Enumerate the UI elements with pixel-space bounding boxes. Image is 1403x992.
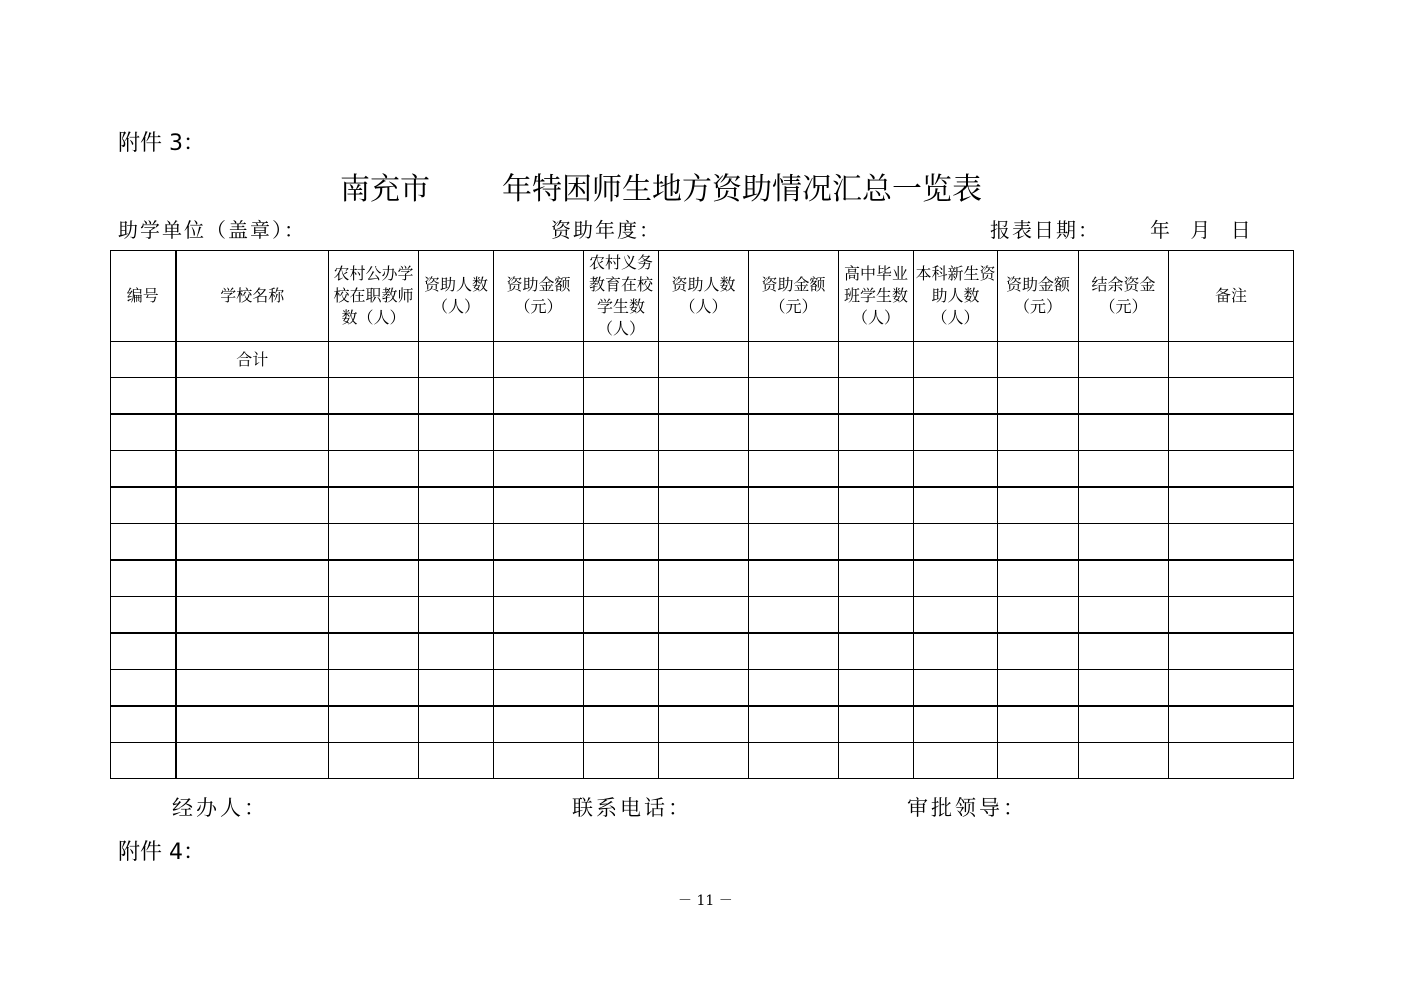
table-cell[interactable] (419, 560, 494, 597)
table-cell[interactable] (914, 670, 998, 707)
table-cell[interactable] (584, 524, 659, 561)
table-cell[interactable] (111, 451, 176, 488)
table-cell[interactable] (494, 670, 584, 707)
table-cell[interactable] (749, 597, 839, 634)
table-cell[interactable] (749, 706, 839, 743)
table-cell[interactable] (1169, 633, 1294, 670)
table-cell[interactable] (749, 487, 839, 524)
table-cell[interactable] (329, 451, 419, 488)
table-cell[interactable] (998, 342, 1079, 378)
table-cell[interactable] (1169, 487, 1294, 524)
table-cell[interactable] (419, 633, 494, 670)
table-cell[interactable] (914, 560, 998, 597)
table-cell[interactable] (176, 414, 329, 451)
page-number: － 11 － (678, 893, 733, 909)
table-cell[interactable] (998, 378, 1079, 415)
attachment-3-label: 附件 3： (118, 131, 205, 156)
table-cell[interactable] (1169, 342, 1294, 378)
table-cell[interactable] (494, 597, 584, 634)
table-cell[interactable] (1079, 414, 1169, 451)
table-cell[interactable] (998, 414, 1079, 451)
table-cell[interactable] (659, 743, 749, 779)
table-cell[interactable] (914, 414, 998, 451)
header-cell: 高中毕业班学生数（人） (839, 251, 914, 342)
table-cell[interactable] (176, 524, 329, 561)
table-cell[interactable] (494, 560, 584, 597)
table-cell[interactable] (329, 524, 419, 561)
header-cell: 本科新生资助人数（人） (914, 251, 998, 342)
table-cell[interactable] (839, 670, 914, 707)
table-cell[interactable] (839, 451, 914, 488)
table-row (111, 670, 1294, 707)
table-cell[interactable] (176, 451, 329, 488)
table-cell[interactable] (1079, 706, 1169, 743)
table-cell[interactable] (329, 706, 419, 743)
table-row (111, 743, 1294, 779)
report-date-label: 报表日期： (990, 218, 1100, 242)
table-row (111, 414, 1294, 451)
table-cell[interactable] (494, 414, 584, 451)
total-label: 合计 (176, 342, 329, 378)
table-cell[interactable] (749, 342, 839, 378)
table-cell[interactable] (1079, 342, 1169, 378)
table-cell[interactable] (1079, 597, 1169, 634)
table-cell[interactable] (914, 633, 998, 670)
table-cell[interactable] (329, 378, 419, 415)
header-cell: 备注 (1169, 251, 1294, 342)
table-cell[interactable] (584, 487, 659, 524)
table-cell[interactable] (1079, 560, 1169, 597)
table-cell[interactable] (419, 743, 494, 779)
table-cell[interactable] (998, 597, 1079, 634)
header-row (111, 251, 1294, 342)
table-cell[interactable] (494, 487, 584, 524)
total-row (111, 342, 1294, 378)
table-cell[interactable] (329, 743, 419, 779)
table-cell[interactable] (998, 670, 1079, 707)
table-cell[interactable] (329, 560, 419, 597)
table-cell[interactable] (839, 414, 914, 451)
table-cell[interactable] (659, 342, 749, 378)
table-cell[interactable] (494, 706, 584, 743)
table-cell[interactable] (494, 451, 584, 488)
table-cell[interactable] (749, 633, 839, 670)
table-cell[interactable] (584, 342, 659, 378)
page-title (340, 164, 982, 208)
table-cell[interactable] (1169, 597, 1294, 634)
table-cell[interactable] (1169, 670, 1294, 707)
table-cell[interactable] (176, 378, 329, 415)
table-cell[interactable] (111, 597, 176, 634)
table-cell[interactable] (1079, 487, 1169, 524)
table-cell[interactable] (839, 743, 914, 779)
header-cell: 农村公办学校在职教师数（人） (329, 251, 419, 342)
table-cell[interactable] (494, 378, 584, 415)
table-cell[interactable] (584, 706, 659, 743)
table-cell[interactable] (419, 451, 494, 488)
header-cell: 资助金额（元） (749, 251, 839, 342)
table-cell[interactable] (176, 706, 329, 743)
table-cell[interactable] (176, 487, 329, 524)
table-cell[interactable] (998, 451, 1079, 488)
table-cell[interactable] (839, 487, 914, 524)
funding-year-label: 资助年度： (551, 218, 661, 242)
table-cell[interactable] (419, 487, 494, 524)
table-cell[interactable] (584, 743, 659, 779)
table-cell[interactable] (111, 378, 176, 415)
table-row (111, 451, 1294, 488)
table-cell[interactable] (659, 451, 749, 488)
summary-table (110, 250, 1294, 779)
table-cell[interactable] (111, 633, 176, 670)
table-cell[interactable] (329, 670, 419, 707)
table-cell[interactable] (749, 414, 839, 451)
table-cell[interactable] (1079, 633, 1169, 670)
table-cell[interactable] (329, 414, 419, 451)
table-cell[interactable] (1079, 743, 1169, 779)
table-cell[interactable] (839, 560, 914, 597)
table-cell[interactable] (419, 597, 494, 634)
table-cell[interactable] (494, 633, 584, 670)
table-cell[interactable] (839, 378, 914, 415)
header-cell: 资助人数（人） (419, 251, 494, 342)
table-cell[interactable] (839, 342, 914, 378)
table-cell[interactable] (998, 743, 1079, 779)
table-cell[interactable] (914, 524, 998, 561)
table-cell[interactable] (659, 597, 749, 634)
table-cell[interactable] (419, 342, 494, 378)
table-row (111, 560, 1294, 597)
table-cell[interactable] (1079, 451, 1169, 488)
table-cell[interactable] (419, 706, 494, 743)
table-cell[interactable] (111, 487, 176, 524)
table-cell[interactable] (329, 597, 419, 634)
table-row (111, 487, 1294, 524)
table-cell[interactable] (914, 706, 998, 743)
table-row (111, 524, 1294, 561)
table-cell[interactable] (1079, 670, 1169, 707)
table-cell[interactable] (584, 378, 659, 415)
table-cell[interactable] (914, 451, 998, 488)
table-cell[interactable] (749, 560, 839, 597)
header-cell: 资助金额（元） (998, 251, 1079, 342)
table-cell[interactable] (1079, 378, 1169, 415)
funding-unit-label: 助学单位（盖章）： (118, 218, 306, 242)
table-cell[interactable] (998, 706, 1079, 743)
table-cell[interactable] (584, 560, 659, 597)
table-cell[interactable] (998, 633, 1079, 670)
table-cell[interactable] (584, 414, 659, 451)
table-cell[interactable] (659, 414, 749, 451)
table-cell[interactable] (839, 597, 914, 634)
table-cell[interactable] (329, 633, 419, 670)
handler-label: 经办人： (172, 796, 268, 820)
table-cell[interactable] (659, 670, 749, 707)
table-cell[interactable] (111, 560, 176, 597)
table-cell[interactable] (111, 414, 176, 451)
table-cell[interactable] (659, 524, 749, 561)
table-cell[interactable] (329, 487, 419, 524)
table-cell[interactable] (914, 378, 998, 415)
table-cell[interactable] (111, 342, 176, 378)
table-row (111, 378, 1294, 415)
table-cell[interactable] (839, 633, 914, 670)
phone-label: 联系电话： (572, 796, 692, 820)
table-cell[interactable] (584, 451, 659, 488)
table-cell[interactable] (419, 378, 494, 415)
table-cell[interactable] (176, 743, 329, 779)
table-cell[interactable] (494, 524, 584, 561)
table-cell[interactable] (749, 743, 839, 779)
table-cell[interactable] (749, 670, 839, 707)
table-cell[interactable] (659, 487, 749, 524)
table-cell[interactable] (839, 524, 914, 561)
table-cell[interactable] (584, 597, 659, 634)
table-cell[interactable] (839, 706, 914, 743)
table-row (111, 706, 1294, 743)
table-row (111, 597, 1294, 634)
header-cell: 学校名称 (176, 251, 329, 342)
table-cell[interactable] (1169, 743, 1294, 779)
table-cell[interactable] (494, 743, 584, 779)
table-cell[interactable] (111, 670, 176, 707)
table-cell[interactable] (1169, 560, 1294, 597)
title-main: 年特困师生地方资助情况汇总一览表 (502, 172, 982, 207)
header-cell: 资助金额（元） (494, 251, 584, 342)
table-cell[interactable] (998, 560, 1079, 597)
table-cell[interactable] (329, 342, 419, 378)
table-cell[interactable] (419, 524, 494, 561)
table-cell[interactable] (1169, 524, 1294, 561)
table-cell[interactable] (659, 706, 749, 743)
table-cell[interactable] (914, 487, 998, 524)
table-row (111, 633, 1294, 670)
table-cell[interactable] (749, 451, 839, 488)
table-cell[interactable] (176, 560, 329, 597)
table-cell[interactable] (584, 633, 659, 670)
report-date-ymd: 年 月 日 (1150, 218, 1251, 242)
table-cell[interactable] (998, 487, 1079, 524)
table-cell[interactable] (494, 342, 584, 378)
table-cell[interactable] (914, 342, 998, 378)
table-cell[interactable] (749, 378, 839, 415)
header-cell: 资助人数（人） (659, 251, 749, 342)
table-cell[interactable] (1169, 706, 1294, 743)
table-cell[interactable] (584, 670, 659, 707)
table-cell[interactable] (659, 378, 749, 415)
title-city: 南充市 (340, 172, 430, 207)
table-cell[interactable] (1079, 524, 1169, 561)
table-cell[interactable] (1169, 378, 1294, 415)
table-cell[interactable] (998, 524, 1079, 561)
table-cell[interactable] (914, 743, 998, 779)
header-cell: 农村义务教育在校学生数（人） (584, 251, 659, 342)
table-cell[interactable] (419, 414, 494, 451)
table-cell[interactable] (1169, 414, 1294, 451)
table-cell[interactable] (419, 670, 494, 707)
header-cell: 结余资金（元） (1079, 251, 1169, 342)
table-cell[interactable] (749, 524, 839, 561)
header-cell: 编号 (111, 251, 176, 342)
table-cell[interactable] (176, 633, 329, 670)
attachment-4-label: 附件 4： (118, 840, 205, 865)
approver-label: 审批领导： (907, 796, 1027, 820)
table-cell[interactable] (111, 524, 176, 561)
table-cell[interactable] (111, 706, 176, 743)
table-cell[interactable] (1169, 451, 1294, 488)
table-cell[interactable] (914, 597, 998, 634)
table-cell[interactable] (111, 743, 176, 779)
table-cell[interactable] (659, 560, 749, 597)
table-cell[interactable] (659, 633, 749, 670)
table-cell[interactable] (176, 670, 329, 707)
table-cell[interactable] (176, 597, 329, 634)
